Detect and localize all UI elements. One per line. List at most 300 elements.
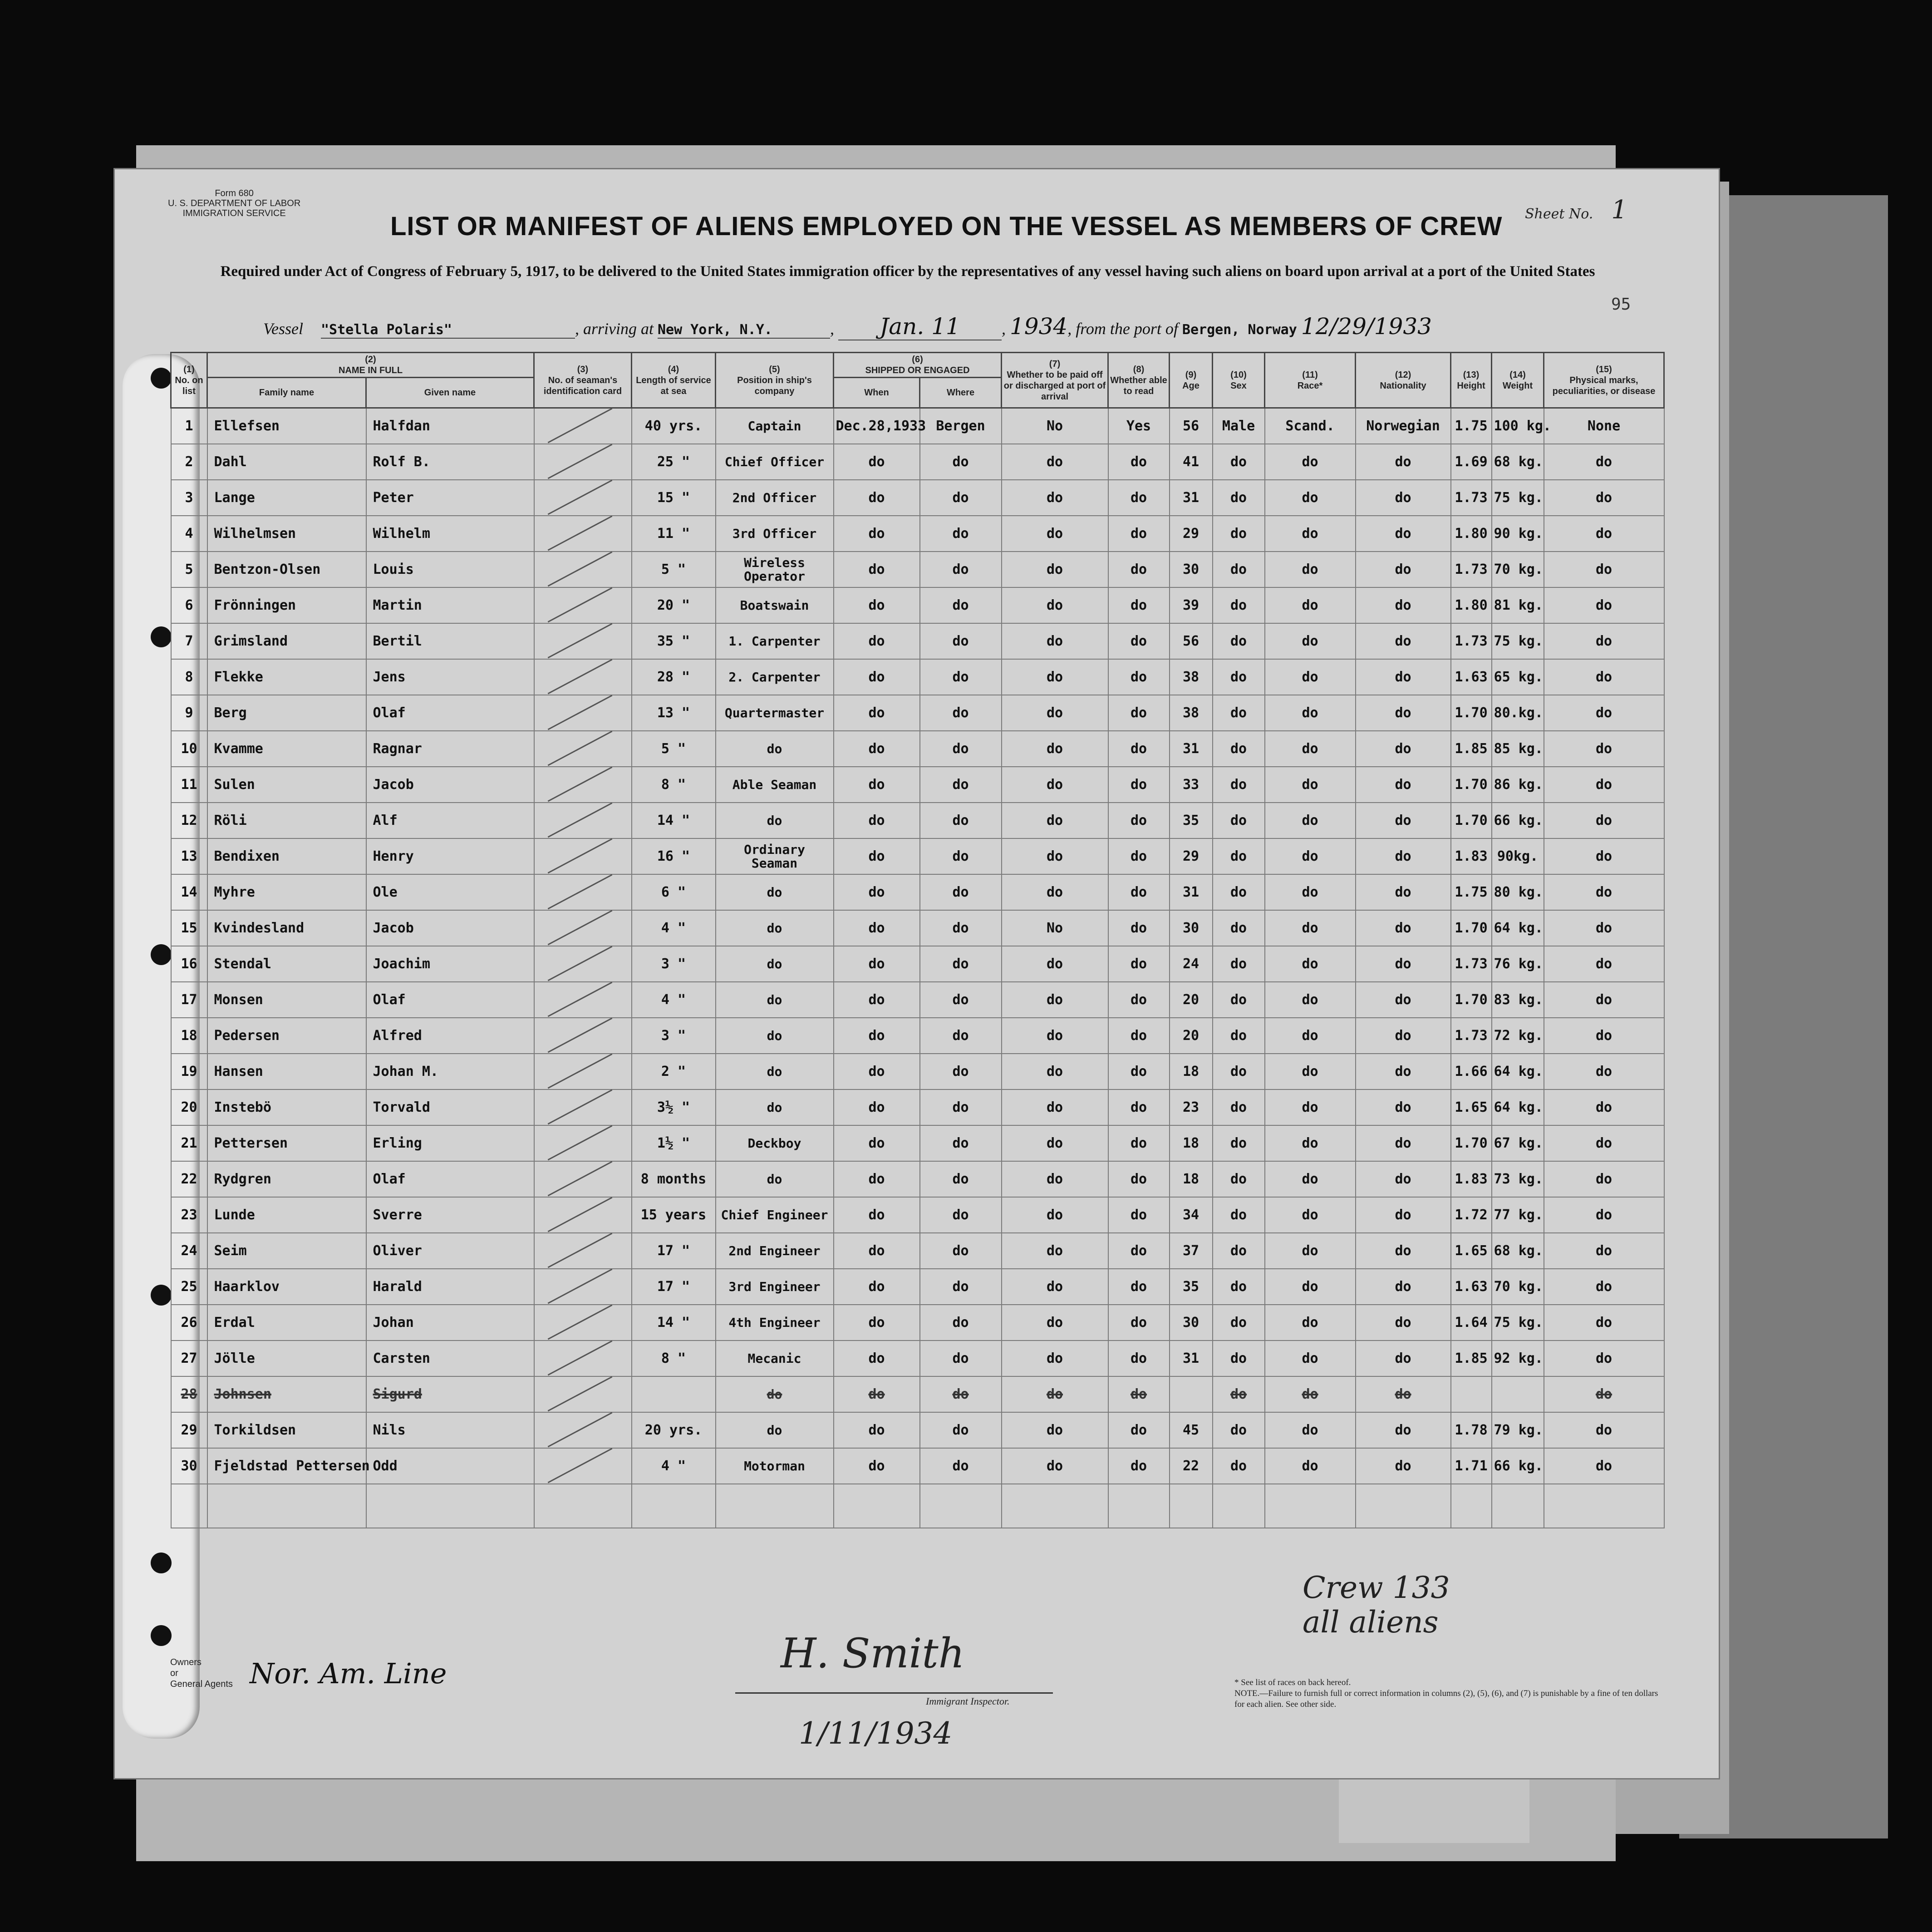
paid-off: do [1002, 516, 1108, 552]
pencil-tick-mark [547, 444, 612, 479]
race: do [1265, 1305, 1356, 1341]
weight: 92 kg. [1492, 1341, 1544, 1376]
nationality: do [1356, 480, 1451, 516]
sex: do [1213, 767, 1265, 803]
owners-label: Owners or General Agents [170, 1657, 233, 1689]
given-name: Halfdan [366, 408, 534, 444]
able-to-read: do [1108, 659, 1170, 695]
height: 1.63 [1451, 1269, 1492, 1305]
table-row [171, 767, 1664, 803]
shipped-when: do [834, 1018, 920, 1054]
paid-off: do [1002, 695, 1108, 731]
shipped-where: do [920, 1197, 1002, 1233]
able-to-read: do [1108, 910, 1170, 946]
paid-off: do [1002, 1125, 1108, 1161]
position: do [716, 946, 834, 982]
able-to-read: do [1108, 623, 1170, 659]
pencil-tick-mark [547, 1269, 612, 1304]
weight: 73 kg. [1492, 1161, 1544, 1197]
row-number: 15 [171, 910, 207, 946]
position: do [716, 982, 834, 1018]
height: 1.85 [1451, 731, 1492, 767]
physical-marks: do [1544, 1197, 1664, 1233]
sex: do [1213, 516, 1265, 552]
able-to-read: do [1108, 1197, 1170, 1233]
table-row [171, 480, 1664, 516]
table-row [171, 659, 1664, 695]
height: 1.83 [1451, 1161, 1492, 1197]
col-shipped: (6) SHIPPED OR ENGAGED [834, 353, 1002, 378]
blank-cell [834, 1484, 920, 1528]
physical-marks: do [1544, 444, 1664, 480]
sex: do [1213, 1197, 1265, 1233]
col-service: (4) Length of service at sea [632, 353, 716, 408]
weight: 81 kg. [1492, 587, 1544, 623]
nationality: do [1356, 1125, 1451, 1161]
blank-cell [534, 1484, 632, 1528]
shipped-when: do [834, 1269, 920, 1305]
position: 3rd Engineer [716, 1269, 834, 1305]
service-length: 40 yrs. [632, 408, 716, 444]
position: Chief Engineer [716, 1197, 834, 1233]
footnote [1234, 1677, 1661, 1710]
blank-cell [366, 1484, 534, 1528]
family-name: Lunde [207, 1197, 366, 1233]
family-name: Monsen [207, 982, 366, 1018]
row-number: 26 [171, 1305, 207, 1341]
footnote-penalty: NOTE.—Failure to furnish full or correct information in columns (2), (5), (6), and (7) is punishable by a fine of ten dollars for each alien. See other side. [1234, 1689, 1658, 1709]
weight: 85 kg. [1492, 731, 1544, 767]
nationality: do [1356, 803, 1451, 838]
race: do [1265, 516, 1356, 552]
position: Boatswain [716, 587, 834, 623]
service-length: 20 " [632, 587, 716, 623]
shipped-when: do [834, 838, 920, 874]
able-to-read: do [1108, 838, 1170, 874]
row-number: 12 [171, 803, 207, 838]
col-name: (2) NAME IN FULL [207, 353, 534, 378]
race: do [1265, 444, 1356, 480]
id-card [534, 1233, 632, 1269]
physical-marks: do [1544, 946, 1664, 982]
height: 1.65 [1451, 1233, 1492, 1269]
height: 1.80 [1451, 516, 1492, 552]
position: Motorman [716, 1448, 834, 1484]
requirement-text: Required under Act of Congress of February 5, 1917, to be delivered to the United States immigration officer by the representatives of any vessel having such aliens on board upon arrival at a port of the United States [220, 263, 1595, 280]
given-name: Johan [366, 1305, 534, 1341]
crew-manifest-table [170, 352, 1665, 1528]
weight: 75 kg. [1492, 480, 1544, 516]
nationality: do [1356, 874, 1451, 910]
given-name: Olaf [366, 695, 534, 731]
physical-marks: do [1544, 767, 1664, 803]
nationality: do [1356, 1412, 1451, 1448]
height [1451, 1376, 1492, 1412]
row-number: 25 [171, 1269, 207, 1305]
pencil-tick-mark [547, 1305, 612, 1340]
sex: do [1213, 982, 1265, 1018]
weight: 64 kg. [1492, 1089, 1544, 1125]
race: do [1265, 1197, 1356, 1233]
position: 4th Engineer [716, 1305, 834, 1341]
paid-off: do [1002, 1233, 1108, 1269]
race: do [1265, 695, 1356, 731]
nationality: do [1356, 910, 1451, 946]
arrival-date: Jan. 11 [838, 313, 1002, 340]
shipped-when: do [834, 587, 920, 623]
shipped-when: do [834, 1089, 920, 1125]
table-row [171, 1412, 1664, 1448]
nationality: do [1356, 1018, 1451, 1054]
pencil-tick-mark [547, 1054, 612, 1089]
blank-cell [1544, 1484, 1664, 1528]
able-to-read: do [1108, 1161, 1170, 1197]
shipped-when: do [834, 803, 920, 838]
weight: 90 kg. [1492, 516, 1544, 552]
given-name: Sverre [366, 1197, 534, 1233]
punch-hole [151, 626, 172, 647]
id-card [534, 659, 632, 695]
race: Scand. [1265, 408, 1356, 444]
paid-off: do [1002, 1197, 1108, 1233]
col-age: (9) Age [1170, 353, 1213, 408]
able-to-read: do [1108, 1448, 1170, 1484]
id-card [534, 838, 632, 874]
position: Ordinary Seaman [716, 838, 834, 874]
age: 20 [1170, 1018, 1213, 1054]
family-name: Stendal [207, 946, 366, 982]
col-marks: (15) Physical marks, peculiarities, or disease [1544, 353, 1664, 408]
paid-off: do [1002, 1341, 1108, 1376]
physical-marks: do [1544, 1305, 1664, 1341]
pencil-tick-mark [547, 1018, 612, 1053]
shipped-when: do [834, 731, 920, 767]
race: do [1265, 874, 1356, 910]
age [1170, 1376, 1213, 1412]
id-card [534, 1018, 632, 1054]
id-card [534, 516, 632, 552]
departure-date: 12/29/1933 [1301, 313, 1432, 340]
physical-marks: do [1544, 695, 1664, 731]
shipped-where: Bergen [920, 408, 1002, 444]
age: 33 [1170, 767, 1213, 803]
race: do [1265, 1448, 1356, 1484]
family-name: Ellefsen [207, 408, 366, 444]
age: 30 [1170, 910, 1213, 946]
pencil-tick-mark [547, 1197, 612, 1232]
weight: 70 kg. [1492, 1269, 1544, 1305]
table-row [171, 1089, 1664, 1125]
weight: 70 kg. [1492, 552, 1544, 587]
height: 1.66 [1451, 1054, 1492, 1089]
physical-marks: do [1544, 982, 1664, 1018]
id-card [534, 623, 632, 659]
given-name: Alf [366, 803, 534, 838]
pencil-tick-mark [547, 1341, 612, 1376]
race: do [1265, 1412, 1356, 1448]
given-name: Oliver [366, 1233, 534, 1269]
weight: 67 kg. [1492, 1125, 1544, 1161]
service-length: 5 " [632, 731, 716, 767]
position: Deckboy [716, 1125, 834, 1161]
pencil-tick-mark [547, 659, 612, 695]
shipped-where: do [920, 838, 1002, 874]
given-name: Rolf B. [366, 444, 534, 480]
given-name: Peter [366, 480, 534, 516]
height: 1.73 [1451, 946, 1492, 982]
sheet-label: Sheet No. [1525, 206, 1593, 222]
table-row [171, 982, 1664, 1018]
col-paid-off: (7) Whether to be paid off or discharged at port of arrival [1002, 353, 1108, 408]
punch-hole [151, 1285, 172, 1306]
family-name: Johnsen [207, 1376, 366, 1412]
blank-row [171, 1484, 1664, 1528]
age: 38 [1170, 695, 1213, 731]
service-length: 1½ " [632, 1125, 716, 1161]
position: do [716, 803, 834, 838]
physical-marks: None [1544, 408, 1664, 444]
row-number: 19 [171, 1054, 207, 1089]
given-name: Harald [366, 1269, 534, 1305]
pencil-tick-mark [547, 838, 612, 874]
service-length: 8 " [632, 1341, 716, 1376]
age: 56 [1170, 408, 1213, 444]
able-to-read: do [1108, 1054, 1170, 1089]
table-row [171, 910, 1664, 946]
weight: 68 kg. [1492, 1233, 1544, 1269]
sex: do [1213, 1376, 1265, 1412]
service-length: 3½ " [632, 1089, 716, 1125]
paid-off: do [1002, 480, 1108, 516]
paid-off: do [1002, 444, 1108, 480]
paid-off: do [1002, 982, 1108, 1018]
nationality: do [1356, 552, 1451, 587]
id-card [534, 587, 632, 623]
shipped-when: do [834, 1054, 920, 1089]
given-name: Erling [366, 1125, 534, 1161]
shipped-where: do [920, 910, 1002, 946]
paid-off: No [1002, 408, 1108, 444]
pencil-tick-mark [547, 480, 612, 515]
shipped-where: do [920, 1341, 1002, 1376]
col-no: (1) No. on list [171, 353, 207, 408]
shipped-where: do [920, 659, 1002, 695]
race: do [1265, 910, 1356, 946]
able-to-read: do [1108, 1089, 1170, 1125]
row-number: 28 [171, 1376, 207, 1412]
pencil-tick-mark [547, 982, 612, 1017]
position: do [716, 1412, 834, 1448]
service-length: 14 " [632, 1305, 716, 1341]
nationality: do [1356, 695, 1451, 731]
document-title: LIST OR MANIFEST OF ALIENS EMPLOYED ON THE VESSEL AS MEMBERS OF CREW [390, 212, 1503, 241]
table-row [171, 1448, 1664, 1484]
table-header [171, 353, 1664, 408]
row-number: 18 [171, 1018, 207, 1054]
weight [1492, 1376, 1544, 1412]
age: 31 [1170, 731, 1213, 767]
service-length: 16 " [632, 838, 716, 874]
id-card [534, 767, 632, 803]
paid-off: do [1002, 1089, 1108, 1125]
family-name: Frönningen [207, 587, 366, 623]
sex: do [1213, 1233, 1265, 1269]
pencil-tick-mark [547, 1448, 612, 1484]
race: do [1265, 731, 1356, 767]
given-name: Odd [366, 1448, 534, 1484]
age: 31 [1170, 480, 1213, 516]
physical-marks: do [1544, 838, 1664, 874]
shipped-where: do [920, 587, 1002, 623]
col-race: (11) Race* [1265, 353, 1356, 408]
height: 1.71 [1451, 1448, 1492, 1484]
position: Captain [716, 408, 834, 444]
weight: 72 kg. [1492, 1018, 1544, 1054]
service-length: 13 " [632, 695, 716, 731]
table-row [171, 1197, 1664, 1233]
given-name: Jens [366, 659, 534, 695]
row-number: 4 [171, 516, 207, 552]
sex: do [1213, 1054, 1265, 1089]
family-name: Bendixen [207, 838, 366, 874]
paid-off: do [1002, 803, 1108, 838]
table-row [171, 874, 1664, 910]
shipped-when: Dec.28,1933 [834, 408, 920, 444]
arrival-port: New York, N.Y. [658, 322, 830, 339]
row-number: 2 [171, 444, 207, 480]
age: 56 [1170, 623, 1213, 659]
shipped-when: do [834, 1412, 920, 1448]
footnote-races: * See list of races on back hereof. [1234, 1678, 1351, 1687]
pencil-tick-mark [547, 695, 612, 730]
pencil-tick-mark [547, 1233, 612, 1268]
blank-cell [1451, 1484, 1492, 1528]
paid-off: do [1002, 838, 1108, 874]
shipped-where: do [920, 982, 1002, 1018]
table-row [171, 623, 1664, 659]
given-name: Wilhelm [366, 516, 534, 552]
paid-off: do [1002, 1448, 1108, 1484]
department: U. S. DEPARTMENT OF LABOR [168, 198, 301, 208]
pencil-tick-mark [547, 767, 612, 802]
family-name: Sulen [207, 767, 366, 803]
race: do [1265, 1376, 1356, 1412]
able-to-read: do [1108, 1376, 1170, 1412]
age: 39 [1170, 587, 1213, 623]
nationality: do [1356, 1376, 1451, 1412]
weight: 64 kg. [1492, 1054, 1544, 1089]
shipped-when: do [834, 1376, 920, 1412]
id-card [534, 1305, 632, 1341]
family-name: Wilhelmsen [207, 516, 366, 552]
sheet-value: 1 [1611, 195, 1627, 225]
shipped-where: do [920, 1448, 1002, 1484]
shipped-when: do [834, 1341, 920, 1376]
sex: do [1213, 1125, 1265, 1161]
height: 1.70 [1451, 695, 1492, 731]
inspector-label: Immigrant Inspector. [926, 1695, 1010, 1707]
paid-off: do [1002, 1054, 1108, 1089]
weight: 90kg. [1492, 838, 1544, 874]
shipped-when: do [834, 982, 920, 1018]
sex: do [1213, 1269, 1265, 1305]
shipped-where: do [920, 516, 1002, 552]
shipped-where: do [920, 1269, 1002, 1305]
sex: do [1213, 910, 1265, 946]
nationality: do [1356, 946, 1451, 982]
nationality: do [1356, 767, 1451, 803]
vessel-line: Vessel "Stella Polaris" , arriving at New York, N.Y. , Jan. 11 , 1934, from the port of Bergen, Norway 12/29/1933 [263, 313, 1432, 340]
shipped-where: do [920, 1412, 1002, 1448]
shipped-when: do [834, 1448, 920, 1484]
punch-hole [151, 1625, 172, 1646]
table-row [171, 1341, 1664, 1376]
col-where: Where [920, 378, 1002, 408]
row-number: 20 [171, 1089, 207, 1125]
able-to-read: do [1108, 1233, 1170, 1269]
position: do [716, 1161, 834, 1197]
paid-off: do [1002, 1412, 1108, 1448]
nationality: do [1356, 1341, 1451, 1376]
paid-off: do [1002, 1018, 1108, 1054]
sex: do [1213, 803, 1265, 838]
age: 37 [1170, 1233, 1213, 1269]
position: 2nd Engineer [716, 1233, 834, 1269]
paid-off: No [1002, 910, 1108, 946]
nationality: do [1356, 1197, 1451, 1233]
able-to-read: do [1108, 731, 1170, 767]
table-row [171, 1125, 1664, 1161]
row-number: 10 [171, 731, 207, 767]
shipped-where: do [920, 1018, 1002, 1054]
pencil-tick-mark [547, 1161, 612, 1197]
blank-cell [1002, 1484, 1108, 1528]
row-number: 23 [171, 1197, 207, 1233]
id-card [534, 910, 632, 946]
family-name: Haarklov [207, 1269, 366, 1305]
position: do [716, 1376, 834, 1412]
race: do [1265, 1089, 1356, 1125]
shipped-where: do [920, 695, 1002, 731]
height: 1.85 [1451, 1341, 1492, 1376]
family-name: Rydgren [207, 1161, 366, 1197]
sex: do [1213, 659, 1265, 695]
able-to-read: do [1108, 1018, 1170, 1054]
position: Mecanic [716, 1341, 834, 1376]
position: do [716, 1054, 834, 1089]
row-number: 7 [171, 623, 207, 659]
sex: do [1213, 480, 1265, 516]
age: 45 [1170, 1412, 1213, 1448]
pencil-tick-mark [547, 587, 612, 623]
given-name: Martin [366, 587, 534, 623]
physical-marks: do [1544, 1018, 1664, 1054]
pencil-tick-mark [547, 1125, 612, 1161]
weight: 68 kg. [1492, 444, 1544, 480]
position: Able Seaman [716, 767, 834, 803]
physical-marks: do [1544, 659, 1664, 695]
physical-marks: do [1544, 552, 1664, 587]
position: 3rd Officer [716, 516, 834, 552]
given-name: Carsten [366, 1341, 534, 1376]
physical-marks: do [1544, 1412, 1664, 1448]
id-card [534, 444, 632, 480]
blank-cell [207, 1484, 366, 1528]
race: do [1265, 838, 1356, 874]
physical-marks: do [1544, 1233, 1664, 1269]
service-length: 25 " [632, 444, 716, 480]
race: do [1265, 1341, 1356, 1376]
